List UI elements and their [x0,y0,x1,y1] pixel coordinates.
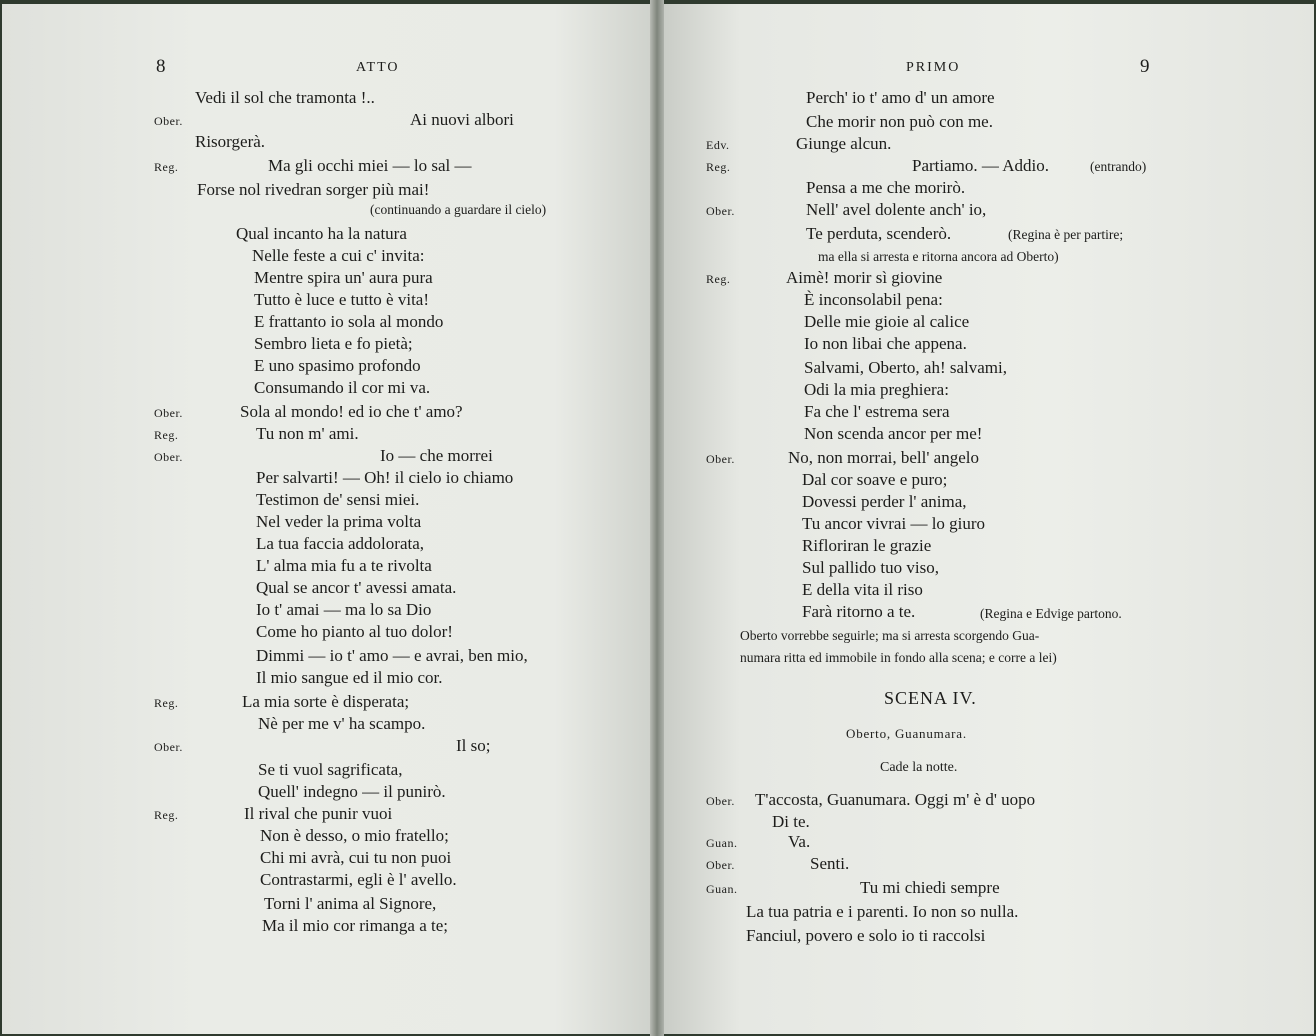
verse-line: Contrastarmi, egli è l' avello. [260,870,457,889]
stage-direction: (Regina è per partire; [1008,227,1124,242]
verse-line: Qual incanto ha la natura [236,224,407,243]
verse-line: Aimè! morir sì giovine [786,268,943,287]
verse-line: Il rival che punir vuoi [244,804,393,823]
verse-line: Dovessi perder l' anima, [802,492,967,511]
verse-line: Dimmi — io t' amo — e avrai, ben mio, [256,646,528,665]
right-page-number: 9 [1140,56,1150,77]
verse-line: Risorgerà. [195,132,266,151]
verse-line: Tu mi chiedi sempre [860,878,1000,897]
scene-cast: Oberto, Guanumara. [846,726,967,741]
speaker-label: Guan. [706,836,738,850]
verse-line: Consumando il cor mi va. [254,378,431,397]
scene-note: Cade la notte. [880,760,958,775]
verse-line: Come ho pianto al tuo dolor! [256,622,453,641]
verse-line: E della vita il riso [802,580,923,599]
verse-line: Che morir non può con me. [806,112,993,131]
speaker-label: Ober. [154,114,183,128]
verse-line: Mentre spira un' aura pura [254,268,433,287]
verse-line: Io — che morrei [380,446,493,465]
verse-line: Io t' amai — ma lo sa Dio [256,600,432,619]
verse-line: Di te. [772,812,810,831]
verse-line: Io non libai che appena. [804,334,967,353]
verse-line: Sembro lieta e fo pietà; [254,334,413,353]
speaker-label: Ober. [706,794,735,808]
verse-line: Nell' avel dolente anch' io, [806,200,987,219]
verse-line: Tu non m' ami. [256,424,359,443]
verse-line: Nè per me v' ha scampo. [258,714,426,733]
verse-line: Tu ancor vivrai — lo giuro [802,514,986,533]
stage-direction: ma ella si arresta e ritorna ancora ad Oberto) [818,249,1059,264]
stage-direction: numara ritta ed immobile in fondo alla scena; e corre a lei) [740,650,1057,665]
verse-line: Torni l' anima al Signore, [264,894,437,913]
scene-heading: SCENA IV. [884,688,977,708]
left-page-number: 8 [156,56,166,77]
verse-line: Senti. [810,854,850,873]
right-running-head: PRIMO [906,60,961,75]
verse-line: Delle mie gioie al calice [804,312,970,331]
verse-line: Sul pallido tuo viso, [802,558,939,577]
stage-direction: (continuando a guardare il cielo) [370,202,547,217]
verse-line: No, non morrai, bell' angelo [788,448,979,467]
verse-line: Ma gli occhi miei — lo sal — [268,156,472,175]
verse-line: Tutto è luce e tutto è vita! [254,290,430,309]
verse-line: Quell' indegno — il punirò. [258,782,446,801]
verse-line: Salvami, Oberto, ah! salvami, [804,358,1008,377]
verse-line: Testimon de' sensi miei. [256,490,420,509]
verse-line: Se ti vuol sagrificata, [258,760,403,779]
stage-direction: (Regina e Edvige partono. [980,606,1122,621]
verse-line: Odi la mia preghiera: [804,380,949,399]
speaker-label: Reg. [706,160,731,174]
verse-line: La tua faccia addolorata, [256,534,425,553]
verse-line: E frattanto io sola al mondo [254,312,444,331]
speaker-label: Edv. [706,138,730,152]
verse-line: Ai nuovi albori [410,110,514,129]
verse-line: Chi mi avrà, cui tu non puoi [260,848,452,867]
verse-line: L' alma mia fu a te rivolta [256,556,432,575]
verse-line: E uno spasimo profondo [254,356,421,375]
verse-line: Per salvarti! — Oh! il cielo io chiamo [256,468,514,487]
verse-line: Vedi il sol che tramonta !.. [195,88,375,107]
verse-line: La mia sorte è disperata; [242,692,410,711]
verse-line: Perch' io t' amo d' un amore [806,88,995,107]
speaker-label: Ober. [154,450,183,464]
verse-line: Rifloriran le grazie [802,536,932,555]
verse-line: T'accosta, Guanumara. Oggi m' è d' uopo [755,790,1036,809]
verse-line: Nel veder la prima volta [256,512,422,531]
verse-line: Forse nol rivedran sorger più mai! [197,180,430,199]
speaker-label: Ober. [154,740,183,754]
verse-line: Qual se ancor t' avessi amata. [256,578,457,597]
speaker-label: Guan. [706,882,738,896]
verse-line: La tua patria e i parenti. Io non so nulla. [746,902,1019,921]
verse-line: È inconsolabil pena: [804,290,943,309]
verse-line: Giunge alcun. [796,134,892,153]
verse-line: Fa che l' estrema sera [804,402,950,421]
stage-direction: Oberto vorrebbe seguirle; ma si arresta scorgendo Gua- [740,628,1040,643]
verse-line: Il mio sangue ed il mio cor. [256,668,443,687]
verse-line: Il so; [456,736,491,755]
verse-line: Partiamo. — Addio. [912,156,1049,175]
speaker-label: Ober. [154,406,183,420]
verse-line: Non è desso, o mio fratello; [260,826,449,845]
verse-line: Sola al mondo! ed io che t' amo? [240,402,463,421]
verse-line: Nelle feste a cui c' invita: [252,246,425,265]
left-running-head: ATTO [356,60,400,75]
speaker-label: Reg. [154,160,179,174]
verse-line: Va. [788,832,811,851]
speaker-label: Reg. [154,696,179,710]
book-gutter [650,0,664,1036]
speaker-label: Reg. [154,428,179,442]
speaker-label: Reg. [154,808,179,822]
speaker-label: Ober. [706,204,735,218]
verse-line: Fanciul, povero e solo io ti raccolsi [746,926,986,945]
speaker-label: Ober. [706,452,735,466]
verse-line: Farà ritorno a te. [802,602,916,621]
speaker-label: Ober. [706,858,735,872]
verse-line: Te perduta, scenderò. [806,224,952,243]
verse-line: Pensa a me che morirò. [806,178,966,197]
verse-line: Dal cor soave e puro; [802,470,948,489]
verse-line: Ma il mio cor rimanga a te; [262,916,448,935]
verse-line: Non scenda ancor per me! [804,424,983,443]
stage-direction: (entrando) [1090,159,1147,174]
speaker-label: Reg. [706,272,731,286]
